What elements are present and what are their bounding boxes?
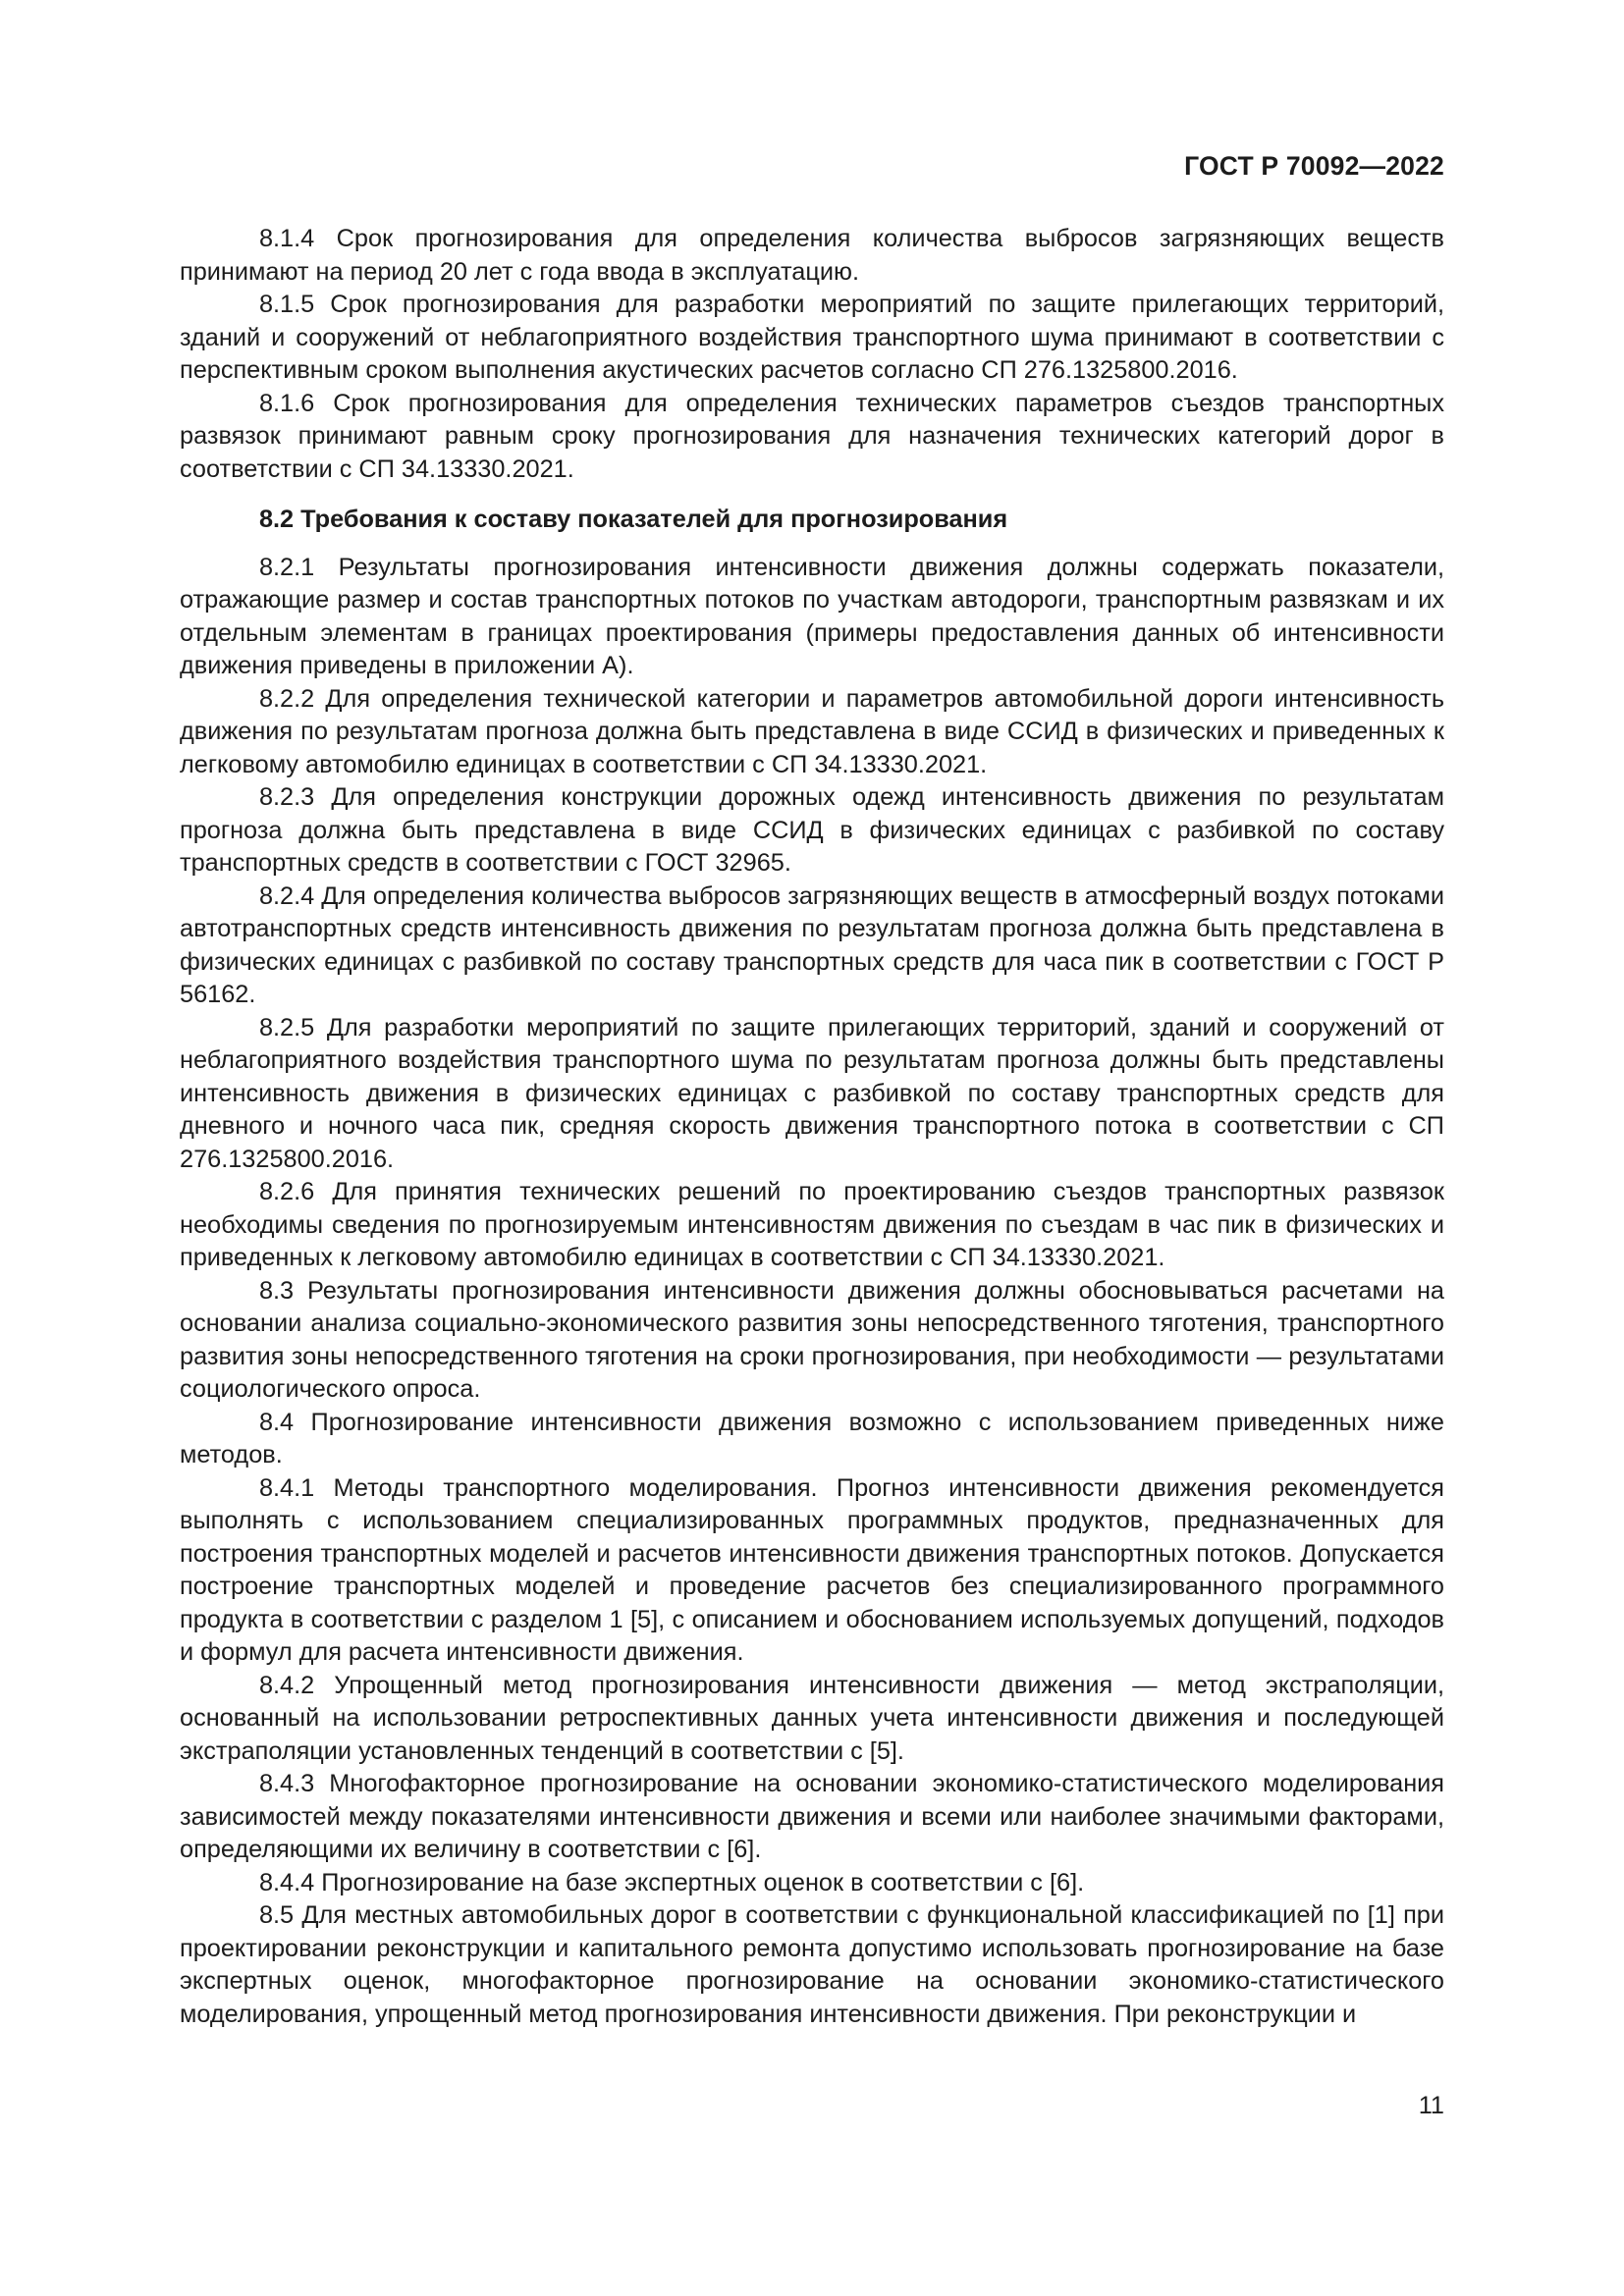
paragraph-8-1-4: 8.1.4 Срок прогнозирования для определения количества выбросов загрязняющих веществ принимают на период 20 лет с года ввода в эксплуатацию. <box>180 225 1444 286</box>
paragraph-8-5: 8.5 Для местных автомобильных дорог в соответствии с функциональной классификацией по [1] при проектировании реконструкции и капитального ремонта допустимо использовать прогнозирование на базе экспертных оценок, многофакторное прогнозирование на основании экономико-статистического моделирования, упрощенный метод прогнозирования интенсивности движения. При реконструкции и <box>180 1901 1444 2028</box>
paragraph-8-2-1: 8.2.1 Результаты прогнозирования интенсивности движения должны содержать показатели, отражающие размер и состав транспортных потоков по участкам автодороги, транспортным развязкам и их отдельным элементам в границах проектирования (примеры предоставления данных об интенсивности движения приведены в приложении А). <box>180 553 1444 679</box>
paragraph-8-1-6: 8.1.6 Срок прогнозирования для определения технических параметров съездов транспортных развязок принимают равным сроку прогнозирования для назначения технических категорий дорог в соответствии с СП 34.13330.2021. <box>180 389 1444 483</box>
paragraph-8-3: 8.3 Результаты прогнозирования интенсивности движения должны обосновываться расчетами на основании анализа социально-экономического развития зоны непосредственного тяготения, транспортного развития зоны непосредственного тяготения на сроки прогнозирования, при необходимости — результатами социологического опроса. <box>180 1276 1444 1403</box>
document-code-header: ГОСТ Р 70092—2022 <box>1184 151 1444 181</box>
paragraph-8-2-2: 8.2.2 Для определения технической категории и параметров автомобильной дороги интенсивность движения по результатам прогноза должна быть представлена в виде ССИД в физических и приведенных к легковому автомобилю единицах в соответствии с СП 34.13330.2021. <box>180 684 1444 778</box>
paragraph-8-4-3: 8.4.3 Многофакторное прогнозирование на основании экономико-статистического моделирования зависимостей между показателями интенсивности движения и всеми или наиболее значимыми факторами, определяющими их величину в соответствии с [6]. <box>180 1770 1444 1863</box>
paragraph-8-4-2: 8.4.2 Упрощенный метод прогнозирования интенсивности движения — метод экстраполяции, основанный на использовании ретроспективных данных учета интенсивности движения и последующей экстраполяции установленных тенденций в соответствии с [5]. <box>180 1671 1444 1765</box>
paragraph-8-4: 8.4 Прогнозирование интенсивности движения возможно с использованием приведенных ниже методов. <box>180 1408 1444 1468</box>
section-heading-8-2: 8.2 Требования к составу показателей для прогнозирования <box>258 506 1008 533</box>
page-number: 11 <box>1418 2092 1444 2119</box>
paragraph-8-4-1: 8.4.1 Методы транспортного моделирования. Прогноз интенсивности движения рекомендуется выполнять с использованием специализированных программных продуктов, предназначенных для построения транспортных моделей и расчетов интенсивности движения транспортных потоков. Допускается построение транспортных моделей и проведение расчетов без специализированного программного продукта в соответствии с разделом 1 [5], с описанием и обоснованием используемых допущений, подходов и формул для расчета интенсивности движения. <box>180 1473 1444 1666</box>
paragraph-8-4-4: 8.4.4 Прогнозирование на базе экспертных оценок в соответствии с [6]. <box>258 1868 1085 1896</box>
document-body <box>180 223 1444 2031</box>
paragraph-8-2-5: 8.2.5 Для разработки мероприятий по защите прилегающих территорий, зданий и сооружений от неблагоприятного воздействия транспортного шума по результатам прогноза должны быть представлены интенсивность движения в физических единицах с разбивкой по составу транспортных средств для дневного и ночного часа пик, средняя скорость движения транспортного потока в соответствии с СП 276.1325800.2016. <box>180 1013 1444 1173</box>
paragraph-8-1-5: 8.1.5 Срок прогнозирования для разработки мероприятий по защите прилегающих территорий, зданий и сооружений от неблагоприятного воздействия транспортного шума принимают в соответствии с перспективным сроком выполнения акустических расчетов согласно СП 276.1325800.2016. <box>180 291 1444 384</box>
paragraph-8-2-4: 8.2.4 Для определения количества выбросов загрязняющих веществ в атмосферный воздух потоками автотранспортных средств интенсивность движения по результатам прогноза должна быть представлена в физических единицах с разбивкой по составу транспортных средств для часа пик в соответствии с ГОСТ Р 56162. <box>180 881 1444 1008</box>
paragraph-8-2-3: 8.2.3 Для определения конструкции дорожных одежд интенсивность движения по результатам прогноза должна быть представлена в виде ССИД в физических единицах с разбивкой по составу транспортных средств в соответствии с ГОСТ 32965. <box>180 783 1444 877</box>
paragraph-8-2-6: 8.2.6 Для принятия технических решений по проектированию съездов транспортных развязок необходимы сведения по прогнозируемым интенсивностям движения по съездам в час пик в физических и приведенных к легковому автомобилю единицах в соответствии с СП 34.13330.2021. <box>180 1178 1444 1271</box>
